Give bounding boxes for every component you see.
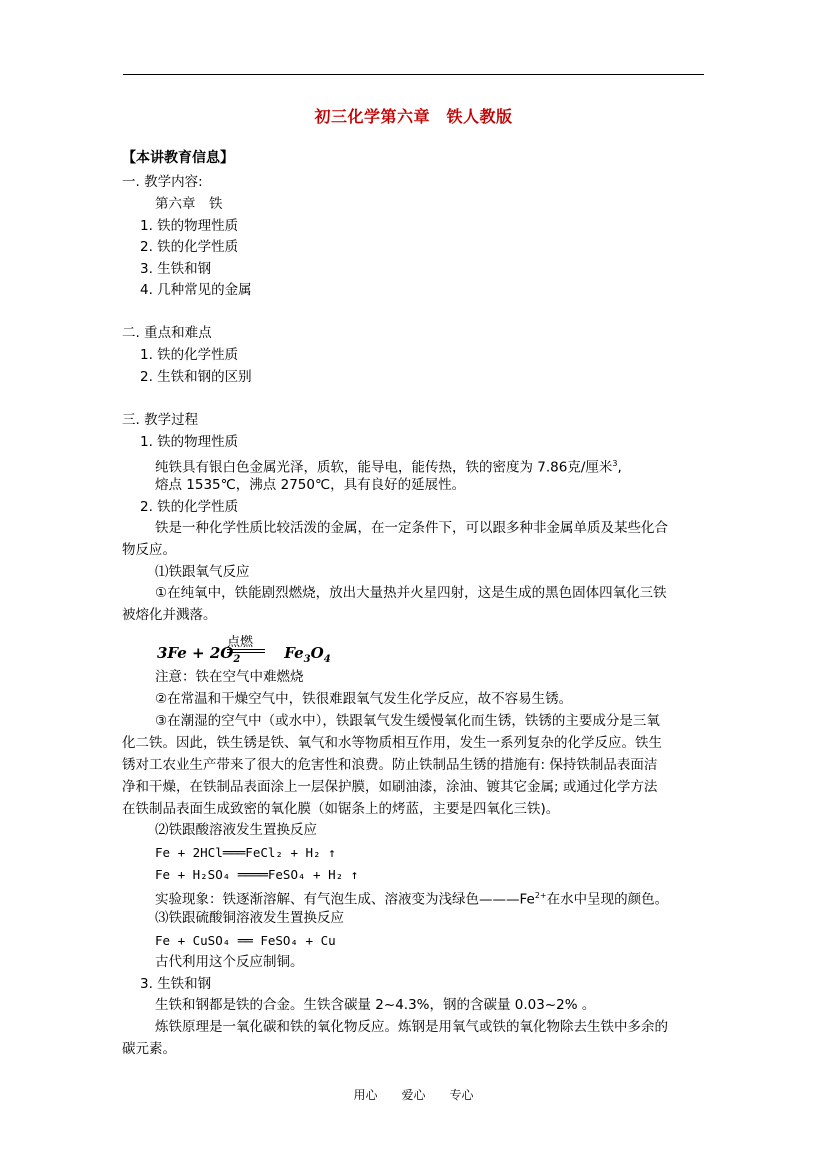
equation-expression: $3Fe + 2O_2$ $Fe_3O_4$	[157, 644, 331, 665]
text-line: 被熔化并溅落。	[122, 607, 217, 623]
text-line: 三. 教学过程	[122, 412, 199, 428]
text-line: 碳元素。	[122, 1041, 176, 1057]
text-line: 炼铁原理是一氧化碳和铁的氧化物反应。炼钢是用氧气或铁的氧化物除去生铁中多余的	[155, 1019, 668, 1035]
text-line: ⑴铁跟氧气反应	[155, 564, 250, 580]
text-line: 实验现象：铁逐渐溶解、有气泡生成、溶液变为浅绿色$———Fe^{2+}$在水中呈现的颜色。	[155, 891, 669, 908]
iron-combustion-equation	[157, 632, 331, 665]
text-line: 净和干燥，在铁制品表面涂上一层保护膜，如刷油漆，涂油、镀其它金属; 或通过化学方法	[122, 779, 658, 795]
list-item: 3. 生铁和钢	[140, 261, 212, 277]
list-item: 1. 铁的物理性质	[140, 218, 239, 234]
section-header: 【本讲教育信息】	[122, 150, 234, 166]
page-footer: 用心 爱心 专心	[353, 1088, 474, 1102]
text-line: 第六章 铁	[155, 196, 223, 212]
text-line: 纯铁具有银白色金属光泽，质软，能导电，能传热，铁的密度为 7.86克/厘米$^3$,	[155, 459, 622, 476]
equation-line: Fe + 2HCl═══FeCl₂ + H₂ ↑	[155, 845, 336, 860]
list-item: 2. 铁的化学性质	[140, 239, 239, 255]
equation-condition: 点燃	[227, 635, 254, 650]
text-line: ⑵铁跟酸溶液发生置换反应	[155, 822, 317, 838]
text-line: 锈对工农业生产带来了很大的危害性和浪费。防止铁制品生锈的措施有: 保持铁制品表面洁	[122, 757, 658, 773]
text-line: 生铁和钢都是铁的合金。生铁含碳量 2~4.3%，钢的含碳量 0.03~2% 。	[155, 997, 596, 1013]
text-line: 一. 教学内容:	[122, 174, 203, 190]
text-line: 物反应。	[122, 542, 176, 558]
page-title: 初三化学第六章 铁人教版	[314, 107, 513, 126]
text-line: 古代利用这个反应制铜。	[155, 954, 304, 970]
list-item: 1. 铁的物理性质	[140, 434, 239, 450]
text-line: 化二铁。因此，铁生锈是铁、氧气和水等物质相互作用，发生一系列复杂的化学反应。铁生	[122, 735, 662, 751]
text-line: ②在常温和干燥空气中，铁很难跟氧气发生化学反应，故不容易生锈。	[155, 691, 573, 707]
list-item: 1. 铁的化学性质	[140, 347, 239, 363]
list-item: 3. 生铁和钢	[140, 976, 212, 992]
text-line: 二. 重点和难点	[122, 325, 212, 341]
text-line: 铁是一种化学性质比较活泼的金属，在一定条件下，可以跟多种非金属单质及某些化合	[155, 520, 668, 536]
text-line: ①在纯氧中，铁能剧烈燃烧，放出大量热并火星四射，这是生成的黑色固体四氧化三铁	[155, 585, 667, 601]
list-item: 4. 几种常见的金属	[140, 282, 252, 298]
text-line: 在铁制品表面生成致密的氧化膜（如锯条上的烤蓝，主要是四氧化三铁)。	[122, 801, 560, 817]
header-rule	[123, 74, 704, 75]
list-item: 2. 生铁和钢的区别	[140, 369, 252, 385]
list-item: 2. 铁的化学性质	[140, 499, 239, 515]
text-line: ⑶铁跟硫酸铜溶液发生置换反应	[155, 910, 344, 926]
text-line: 注意：铁在空气中难燃烧	[155, 669, 304, 685]
equation-line: Fe + H₂SO₄ ════FeSO₄ + H₂ ↑	[155, 867, 359, 882]
equation-line: Fe + CuSO₄ ══ FeSO₄ + Cu	[155, 933, 336, 948]
text-line: ③在潮湿的空气中（或水中），铁跟氧气发生缓慢氧化而生锈，铁锈的主要成分是三氧	[155, 713, 660, 729]
text-line: 熔点 1535℃，沸点 2750℃，具有良好的延展性。	[155, 477, 466, 493]
